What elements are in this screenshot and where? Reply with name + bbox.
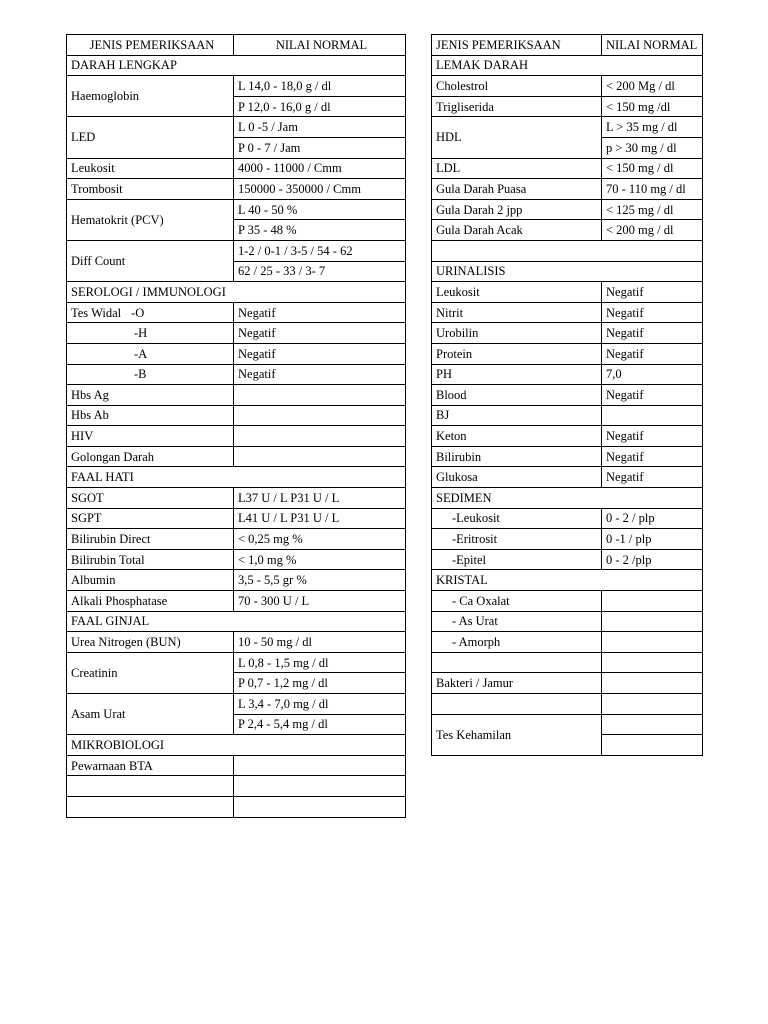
- test-keton: Keton: [432, 426, 602, 447]
- test-cholestrol: Cholestrol: [432, 76, 602, 97]
- value-blood: Negatif: [602, 385, 703, 406]
- value-trombosit: 150000 - 350000 / Cmm: [234, 179, 406, 200]
- value-urine-leukosit: Negatif: [602, 282, 703, 303]
- test-widal-o: [67, 302, 234, 323]
- value-sedimen-epitel: 0 - 2 /plp: [602, 549, 703, 570]
- test-as-urat: - As Urat: [432, 611, 602, 632]
- value-leukosit: 4000 - 11000 / Cmm: [234, 158, 406, 179]
- test-haemoglobin: Haemoglobin: [67, 76, 234, 117]
- left-lab-table: [66, 34, 406, 818]
- value-led-male: L 0 -5 / Jam: [234, 117, 406, 138]
- value-hdl-female: p > 30 mg / dl: [602, 137, 703, 158]
- value-kehamilan-1: [602, 714, 703, 735]
- test-led: LED: [67, 117, 234, 158]
- test-leukosit: Leukosit: [67, 158, 234, 179]
- value-alkali-phosphatase: 70 - 300 U / L: [234, 591, 406, 612]
- test-diff-count: Diff Count: [67, 240, 234, 281]
- value-ph: 7,0: [602, 364, 703, 385]
- test-gula-darah-puasa: Gula Darah Puasa: [432, 179, 602, 200]
- test-widal-a: -A: [67, 343, 234, 364]
- test-sedimen-epitel: -Epitel: [432, 549, 602, 570]
- empty-cell: [432, 694, 602, 715]
- value-asam-urat-female: P 2,4 - 5,4 mg / dl: [234, 714, 406, 735]
- section-urinalisis: URINALISIS: [432, 261, 703, 282]
- test-bilirubin: Bilirubin: [432, 446, 602, 467]
- value-hbs-ag: [234, 385, 406, 406]
- section-kristal: KRISTAL: [432, 570, 703, 591]
- table-header-row: [432, 35, 703, 56]
- section-faal-hati: FAAL HATI: [67, 467, 406, 488]
- test-kehamilan: Tes Kehamilan: [432, 714, 602, 755]
- value-diff-count-1: 1-2 / 0-1 / 3-5 / 54 - 62: [234, 240, 406, 261]
- test-bun: Urea Nitrogen (BUN): [67, 632, 234, 653]
- value-widal-a: Negatif: [234, 343, 406, 364]
- empty-cell: [432, 652, 602, 673]
- section-sedimen: SEDIMEN: [432, 488, 703, 509]
- test-bj: BJ: [432, 405, 602, 426]
- value-golongan-darah: [234, 446, 406, 467]
- test-protein: Protein: [432, 343, 602, 364]
- value-bilirubin-direct: < 0,25 mg %: [234, 529, 406, 550]
- test-sgot: SGOT: [67, 488, 234, 509]
- widal-o: -O: [131, 305, 145, 320]
- header-jenis: JENIS PEMERIKSAAN: [432, 35, 602, 56]
- test-golongan-darah: Golongan Darah: [67, 446, 234, 467]
- value-ldl: < 150 mg / dl: [602, 158, 703, 179]
- right-lab-table: [431, 34, 703, 756]
- test-trombosit: Trombosit: [67, 179, 234, 200]
- value-led-female: P 0 - 7 / Jam: [234, 137, 406, 158]
- test-glukosa: Glukosa: [432, 467, 602, 488]
- value-amorph: [602, 632, 703, 653]
- test-albumin: Albumin: [67, 570, 234, 591]
- value-bilirubin: Negatif: [602, 446, 703, 467]
- test-urobilin: Urobilin: [432, 323, 602, 344]
- test-pewarnaan-bta: Pewarnaan BTA: [67, 755, 234, 776]
- test-sedimen-leukosit: -Leukosit: [432, 508, 602, 529]
- test-widal-h: -H: [67, 323, 234, 344]
- value-hematokrit-male: L 40 - 50 %: [234, 199, 406, 220]
- value-bakteri-jamur: [602, 673, 703, 694]
- test-sedimen-eritrosit: -Eritrosit: [432, 529, 602, 550]
- table-header-row: [67, 35, 406, 56]
- test-bilirubin-total: Bilirubin Total: [67, 549, 234, 570]
- test-hdl: HDL: [432, 117, 602, 158]
- test-bilirubin-direct: Bilirubin Direct: [67, 529, 234, 550]
- value-ca-oxalat: [602, 591, 703, 612]
- value-cholestrol: < 200 Mg / dl: [602, 76, 703, 97]
- header-jenis: JENIS PEMERIKSAAN: [67, 35, 234, 56]
- value-sgot: L37 U / L P31 U / L: [234, 488, 406, 509]
- test-ca-oxalat: - Ca Oxalat: [432, 591, 602, 612]
- value-bj: [602, 405, 703, 426]
- value-gula-darah-acak: < 200 mg / dl: [602, 220, 703, 241]
- header-nilai: NILAI NORMAL: [234, 35, 406, 56]
- value-widal-h: Negatif: [234, 323, 406, 344]
- value-pewarnaan-bta: [234, 755, 406, 776]
- test-sgpt: SGPT: [67, 508, 234, 529]
- empty-cell: [67, 776, 234, 797]
- section-lemak-darah: LEMAK DARAH: [432, 55, 703, 76]
- value-asam-urat-male: L 3,4 - 7,0 mg / dl: [234, 694, 406, 715]
- value-sgpt: L41 U / L P31 U / L: [234, 508, 406, 529]
- value-sedimen-leukosit: 0 - 2 / plp: [602, 508, 703, 529]
- value-diff-count-2: 62 / 25 - 33 / 3- 7: [234, 261, 406, 282]
- test-blood: Blood: [432, 385, 602, 406]
- value-keton: Negatif: [602, 426, 703, 447]
- value-bilirubin-total: < 1,0 mg %: [234, 549, 406, 570]
- value-hdl-male: L > 35 mg / dl: [602, 117, 703, 138]
- test-trigliserida: Trigliserida: [432, 96, 602, 117]
- test-widal-b: -B: [67, 364, 234, 385]
- test-amorph: - Amorph: [432, 632, 602, 653]
- value-sedimen-eritrosit: 0 -1 / plp: [602, 529, 703, 550]
- test-asam-urat: Asam Urat: [67, 694, 234, 735]
- test-hematokrit: Hematokrit (PCV): [67, 199, 234, 240]
- empty-cell: [602, 694, 703, 715]
- value-hbs-ab: [234, 405, 406, 426]
- empty-cell: [602, 652, 703, 673]
- value-kehamilan-2: [602, 735, 703, 756]
- value-nitrit: Negatif: [602, 302, 703, 323]
- value-creatinin-female: P 0,7 - 1,2 mg / dl: [234, 673, 406, 694]
- test-bakteri-jamur: Bakteri / Jamur: [432, 673, 602, 694]
- section-serologi: SEROLOGI / IMMUNOLOGI: [67, 282, 406, 303]
- test-urine-leukosit: Leukosit: [432, 282, 602, 303]
- test-gula-darah-2jpp: Gula Darah 2 jpp: [432, 199, 602, 220]
- value-hiv: [234, 426, 406, 447]
- value-gula-darah-puasa: 70 - 110 mg / dl: [602, 179, 703, 200]
- value-albumin: 3,5 - 5,5 gr %: [234, 570, 406, 591]
- value-protein: Negatif: [602, 343, 703, 364]
- value-widal-o: Negatif: [234, 302, 406, 323]
- value-hematokrit-female: P 35 - 48 %: [234, 220, 406, 241]
- empty-cell: [67, 796, 234, 817]
- test-ph: PH: [432, 364, 602, 385]
- test-alkali-phosphatase: Alkali Phosphatase: [67, 591, 234, 612]
- empty-cell: [234, 796, 406, 817]
- value-haemoglobin-female: P 12,0 - 16,0 g / dl: [234, 96, 406, 117]
- test-ldl: LDL: [432, 158, 602, 179]
- section-faal-ginjal: FAAL GINJAL: [67, 611, 406, 632]
- test-hbs-ab: Hbs Ab: [67, 405, 234, 426]
- header-nilai: NILAI NORMAL: [602, 35, 703, 56]
- value-as-urat: [602, 611, 703, 632]
- value-widal-b: Negatif: [234, 364, 406, 385]
- value-urobilin: Negatif: [602, 323, 703, 344]
- value-haemoglobin-male: L 14,0 - 18,0 g / dl: [234, 76, 406, 97]
- blank-row: [432, 240, 703, 261]
- value-glukosa: Negatif: [602, 467, 703, 488]
- test-nitrit: Nitrit: [432, 302, 602, 323]
- test-hbs-ag: Hbs Ag: [67, 385, 234, 406]
- value-gula-darah-2jpp: < 125 mg / dl: [602, 199, 703, 220]
- test-creatinin: Creatinin: [67, 652, 234, 693]
- value-bun: 10 - 50 mg / dl: [234, 632, 406, 653]
- section-darah-lengkap: DARAH LENGKAP: [67, 55, 406, 76]
- widal-label: Tes Widal: [71, 305, 122, 320]
- value-trigliserida: < 150 mg /dl: [602, 96, 703, 117]
- test-hiv: HIV: [67, 426, 234, 447]
- section-mikrobiologi: MIKROBIOLOGI: [67, 735, 406, 756]
- test-gula-darah-acak: Gula Darah Acak: [432, 220, 602, 241]
- value-creatinin-male: L 0,8 - 1,5 mg / dl: [234, 652, 406, 673]
- empty-cell: [234, 776, 406, 797]
